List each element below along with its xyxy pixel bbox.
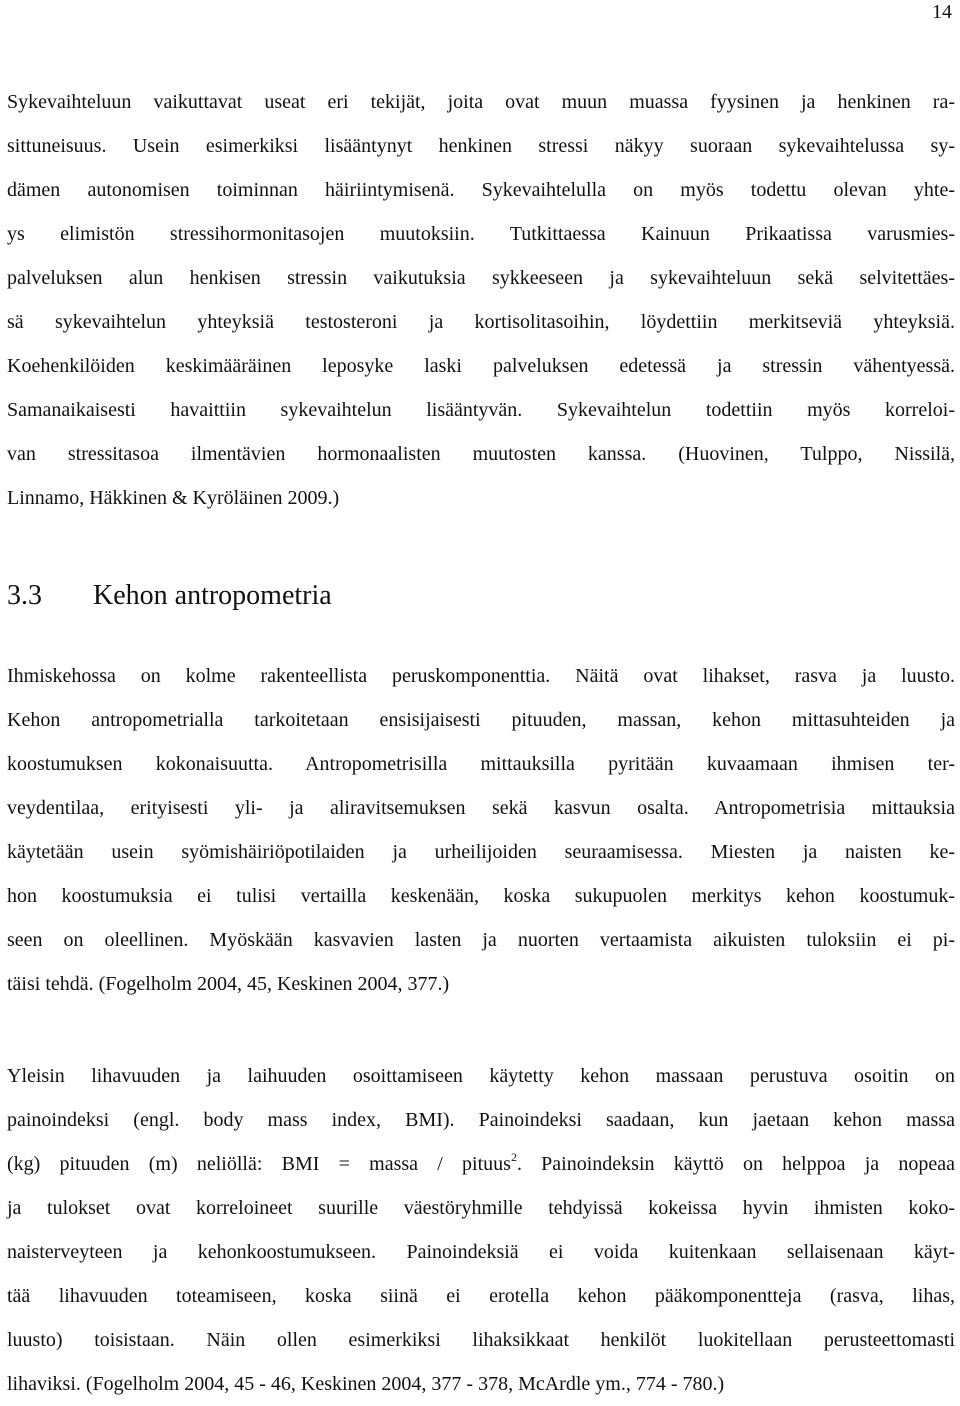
text-line: naisterveyteen ja kehonkoostumukseen. Painoindeksiä ei voida kuitenkaan sellaisenaan käyt-	[7, 1241, 955, 1263]
text-line: Koehenkilöiden keskimääräinen leposyke laski palveluksen edetessä ja stressin vähentyessä.	[7, 355, 955, 377]
text-line: Sykevaihteluun vaikuttavat useat eri tekijät, joita ovat muun muassa fyysinen ja henkinen ra-	[7, 91, 955, 113]
page-number: 14	[932, 1, 952, 23]
paragraph-heart-rate-variability	[7, 80, 955, 520]
text-line: luusto) toisistaan. Näin ollen esimerkiksi lihaksikkaat henkilöt luokitellaan perusteettomasti	[7, 1329, 955, 1351]
paragraph-anthropometry	[7, 654, 955, 1006]
paragraph-bmi	[7, 1054, 955, 1406]
text-line: seen on oleellinen. Myöskään kasvavien lasten ja nuorten vertaamista aikuisten tuloksiin ei pi-	[7, 929, 955, 951]
text-line: ys elimistön stressihormonitasojen muutoksiin. Tutkittaessa Kainuun Prikaatissa varusmies-	[7, 223, 955, 245]
text-line: sittuneisuus. Usein esimerkiksi lisääntynyt henkinen stressi näkyy suoraan sykevaihtelussa sy-	[7, 135, 955, 157]
text-line: Samanaikaisesti havaittiin sykevaihtelun lisääntyvän. Sykevaihtelun todettiin myös korreloi-	[7, 399, 955, 421]
text-line: sä sykevaihtelun yhteyksiä testosteroni ja kortisolitasoihin, löydettiin merkitseviä yhteyksiä.	[7, 311, 955, 333]
text-line: tää lihavuuden toteamiseen, koska siinä ei erotella kehon pääkomponentteja (rasva, lihas,	[7, 1285, 955, 1307]
text-line: painoindeksi (engl. body mass index, BMI). Painoindeksi saadaan, kun jaetaan kehon massa	[7, 1109, 955, 1131]
text-line: Linnamo, Häkkinen & Kyröläinen 2009.)	[7, 487, 340, 509]
formula-exponent: 2	[510, 1150, 517, 1164]
bmi-formula-line	[7, 1142, 955, 1186]
text-line: palveluksen alun henkisen stressin vaikutuksia sykkeeseen ja sykevaihteluun sekä selvitettäes-	[7, 267, 955, 289]
text-line: dämen autonomisen toiminnan häiriintymisenä. Sykevaihtelulla on myös todettu olevan yhte-	[7, 179, 955, 201]
section-number: 3.3	[7, 580, 42, 611]
text-line: Yleisin lihavuuden ja laihuuden osoittamiseen käytetty kehon massaan perustuva osoitin on	[7, 1065, 955, 1087]
text-line: ja tulokset ovat korreloineet suurille väestöryhmille tehdyissä kokeissa hyvin ihmisten koko-	[7, 1197, 955, 1219]
section-title: Kehon antropometria	[93, 580, 332, 611]
text-line: hon koostumuksia ei tulisi vertailla keskenään, koska sukupuolen merkitys kehon koostumuk-	[7, 885, 955, 907]
text-line: veydentilaa, erityisesti yli- ja aliravitsemuksen sekä kasvun osalta. Antropometrisia mittauksia	[7, 797, 955, 819]
text-line: Kehon antropometrialla tarkoitetaan ensisijaisesti pituuden, massan, kehon mittasuhteiden ja	[7, 709, 955, 731]
text-line: van stressitasoa ilmentävien hormonaalisten muutosten kanssa. (Huovinen, Tulppo, Nissilä,	[7, 443, 955, 465]
text-line: koostumuksen kokonaisuutta. Antropometrisilla mittauksilla pyritään kuvaamaan ihmisen ter-	[7, 753, 955, 775]
text-line: Ihmiskehossa on kolme rakenteellista peruskomponenttia. Näitä ovat lihakset, rasva ja luusto.	[7, 665, 955, 687]
formula-text: (kg) pituuden (m) neliöllä: BMI = massa / pituus	[7, 1153, 511, 1175]
text-line: lihaviksi. (Fogelholm 2004, 45 - 46, Keskinen 2004, 377 - 378, McArdle ym., 774 - 780.)	[7, 1373, 725, 1395]
formula-text-continued: . Painoindeksin käyttö on helppoa ja nopeaa	[516, 1153, 955, 1175]
text-line: käytetään usein syömishäiriöpotilaiden ja urheilijoiden seuraamisessa. Miesten ja naisten ke-	[7, 841, 955, 863]
text-line: täisi tehdä. (Fogelholm 2004, 45, Keskinen 2004, 377.)	[7, 973, 450, 995]
section-heading	[7, 574, 332, 618]
